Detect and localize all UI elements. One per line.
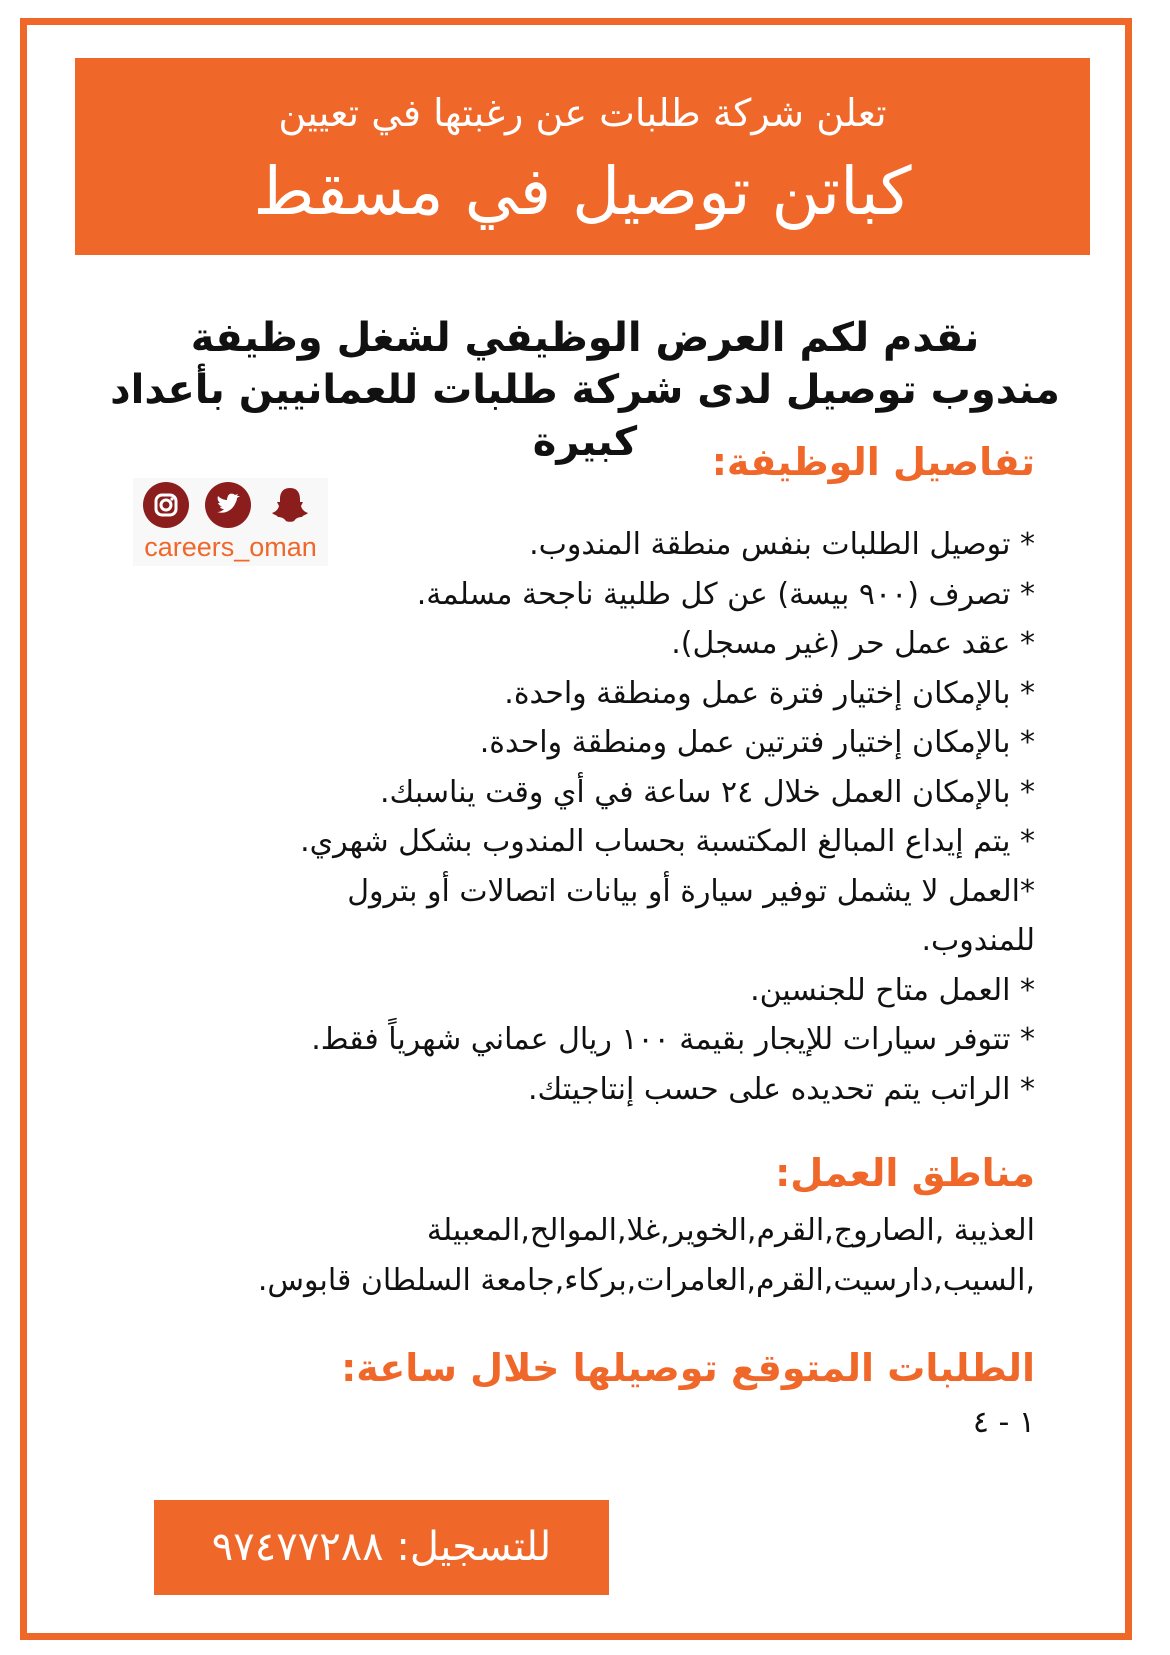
header-banner bbox=[75, 58, 1090, 255]
list-item: * توصيل الطلبات بنفس منطقة المندوب. bbox=[529, 527, 1035, 562]
intro-line-1: نقدم لكم العرض الوظيفي لشغل وظيفة bbox=[190, 315, 980, 361]
register-phone-box[interactable]: للتسجيل: ٩٧٤٧٧٢٨٨ bbox=[154, 1500, 609, 1595]
job-details-heading: تفاصيل الوظيفة: bbox=[711, 440, 1035, 484]
expected-orders-heading: الطلبات المتوقع توصيلها خلال ساعة: bbox=[341, 1346, 1035, 1390]
social-badge bbox=[133, 478, 328, 566]
expected-orders-value: ١ - ٤ bbox=[972, 1405, 1035, 1440]
intro-line-2: مندوب توصيل لدى شركة طلبات للعمانيين بأعداد كبيرة bbox=[110, 367, 1060, 465]
list-item: * يتم إيداع المبالغ المكتسبة بحساب المندوب بشكل شهري. bbox=[300, 824, 1035, 859]
list-item: * بالإمكان إختيار فترة عمل ومنطقة واحدة. bbox=[504, 675, 1035, 711]
work-areas-text: العذيبة ,الصاروج,القرم,الخوير,غلا,الموالح,المعبيلة ,السيب,دارسيت,القرم,العامرات,بركاء,جامعة السلطان قابوس. bbox=[257, 1213, 1035, 1298]
list-item: * عقد عمل حر (غير مسجل). bbox=[671, 626, 1035, 661]
social-icons bbox=[143, 482, 313, 528]
social-handle[interactable]: careers_oman bbox=[144, 532, 317, 562]
banner-title: كباتن توصيل في مسقط bbox=[253, 153, 912, 230]
job-details-list bbox=[300, 520, 1035, 1114]
list-item: * العمل متاح للجنسين. bbox=[750, 972, 1035, 1008]
list-item: * تصرف (٩٠٠ بيسة) عن كل طلبية ناجحة مسلمة. bbox=[416, 576, 1035, 612]
list-item: *العمل لا يشمل توفير سيارة أو بيانات اتصالات أو بترول للمندوب. bbox=[347, 873, 1035, 958]
instagram-icon[interactable] bbox=[143, 482, 189, 528]
list-item: * بالإمكان إختيار فترتين عمل ومنطقة واحدة. bbox=[479, 725, 1035, 760]
twitter-icon[interactable] bbox=[205, 482, 251, 528]
banner-subtitle: تعلن شركة طلبات عن رغبتها في تعيين bbox=[278, 91, 887, 135]
list-item: * الراتب يتم تحديده على حسب إنتاجيتك. bbox=[528, 1071, 1035, 1107]
work-areas-heading: مناطق العمل: bbox=[775, 1151, 1035, 1195]
list-item: * بالإمكان العمل خلال ٢٤ ساعة في أي وقت يناسبك. bbox=[380, 774, 1035, 810]
list-item: * تتوفر سيارات للإيجار بقيمة ١٠٠ ريال عماني شهرياً فقط. bbox=[311, 1022, 1035, 1057]
